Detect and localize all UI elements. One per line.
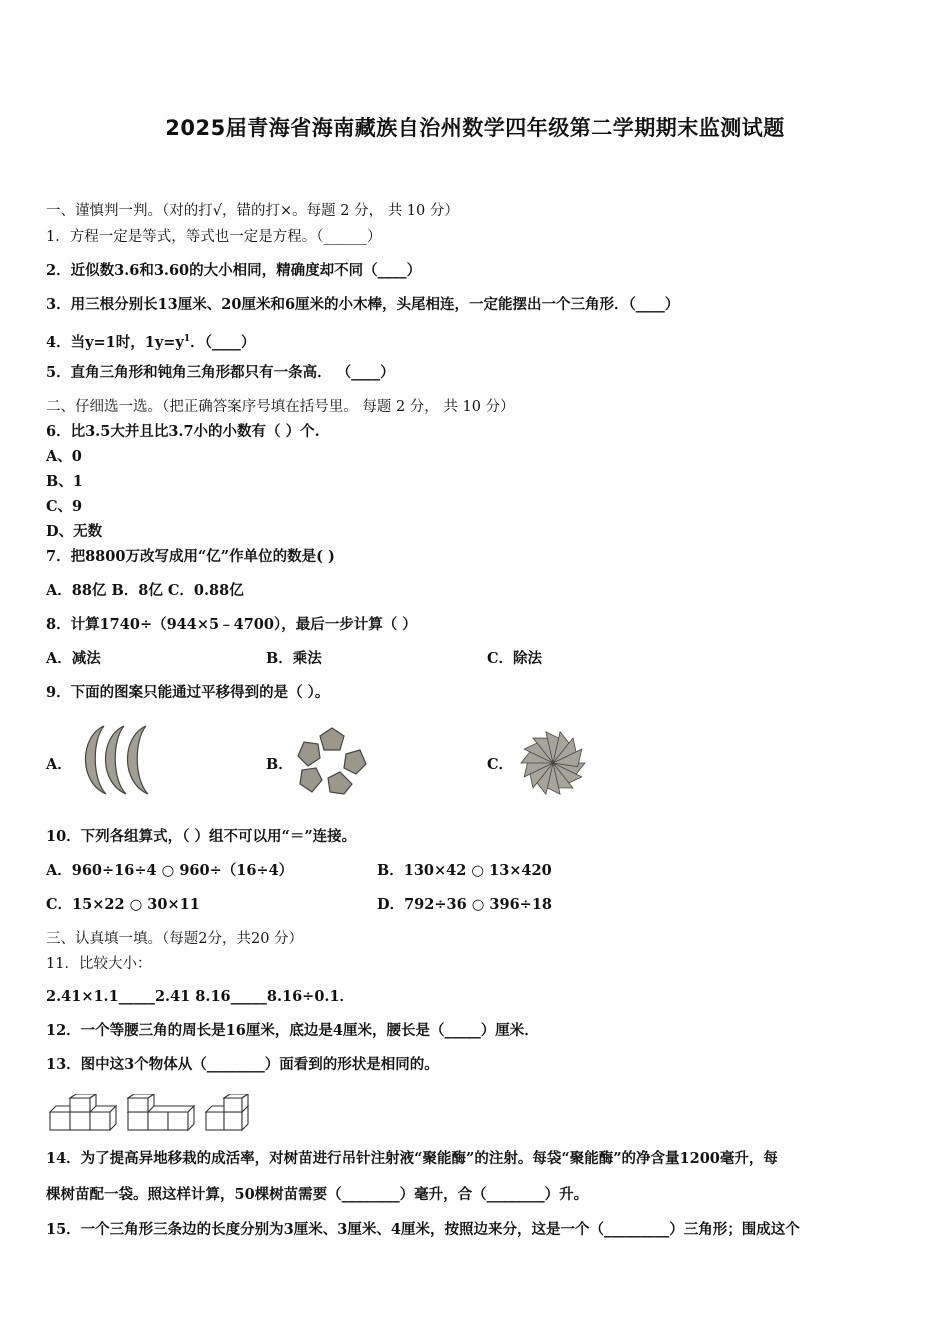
question-7: 7．把8800万改写成用“亿”作单位的数是( ): [46, 548, 335, 565]
question-6: 6．比3.5大并且比3.7小的小数有（ ）个.: [46, 423, 320, 440]
pentagon-3: [328, 772, 352, 794]
question-11: 11．比较大小：: [46, 956, 152, 972]
question-2: 2．近似数3.6和3.60的大小相同，精确度却不同（____）: [46, 262, 422, 279]
section1-heading: 一、谨慎判一判。（对的打√，错的打×。每题 2 分， 共 10 分）: [46, 203, 459, 219]
q10-option-d: D．792÷36 ○ 396÷18: [377, 896, 553, 913]
question-5: 5．直角三角形和钝角三角形都只有一条高． （____）: [46, 364, 395, 381]
question-4-text: 4．当y=1时，1y=y: [46, 333, 184, 351]
q8-option-a: A．减法: [46, 650, 101, 667]
pentagon-ring-figure: [296, 726, 368, 796]
q6-option-a: A、0: [46, 448, 82, 465]
question-3: 3．用三根分别长13厘米、20厘米和6厘米的小木棒，头尾相连，一定能摆出一个三角形．（____）: [46, 296, 680, 313]
q6-option-d: D、无数: [46, 523, 103, 540]
q8-option-c: C．除法: [487, 650, 543, 667]
question-4-exponent: 1: [183, 334, 191, 344]
crescent-2: [106, 726, 127, 794]
crescent-1: [86, 726, 107, 794]
question-4: [46, 329, 255, 353]
q8-option-b: B．乘法: [266, 650, 322, 667]
cube-object-3: [206, 1094, 248, 1130]
question-9: 9．下面的图案只能通过平移得到的是（ ）。: [46, 684, 330, 701]
q9-option-b: B．: [266, 756, 293, 773]
q10-option-c: C．15×22 ○ 30×11: [46, 896, 200, 913]
q6-option-b: B、1: [46, 473, 83, 490]
pentagon-1: [320, 728, 344, 750]
section3-heading: 三、认真填一填。（每题2分，共20 分）: [46, 931, 304, 947]
question-8: 8．计算1740÷（944×5﹣4700），最后一步计算（ ）: [46, 616, 417, 633]
q9-option-c: C．: [487, 756, 514, 773]
section2-heading: 二、仔细选一选。（把正确答案序号填在括号里。 每题 2 分， 共 10 分）: [46, 399, 515, 415]
pentagon-5: [298, 742, 320, 766]
q6-option-c: C、9: [46, 498, 83, 515]
question-10: 10．下列各组算式，（ ）组不可以用“＝”连接。: [46, 828, 357, 845]
cube-object-1: [50, 1094, 116, 1130]
cube-object-2: [128, 1094, 194, 1130]
q10-option-b: B．130×42 ○ 13×420: [377, 862, 552, 879]
cube-objects-figure: [46, 1094, 251, 1134]
pentagon-2: [344, 750, 366, 774]
question-12: 12．一个等腰三角的周长是16厘米，底边是4厘米，腰长是（_____）厘米．: [46, 1022, 539, 1039]
question-1: 1．方程一定是等式，等式也一定是方程。（______）: [46, 229, 382, 245]
page-title: 2025届青海省海南藏族自治州数学四年级第二学期期末监测试题: [165, 116, 785, 140]
q7-options: A．88亿 B．8亿 C．0.88亿: [46, 582, 244, 599]
question-4-blank: ．（____）: [190, 333, 256, 351]
question-14-line-2: 棵树苗配一袋。照这样计算，50棵树苗需要（________）毫升，合（________）升。: [46, 1186, 589, 1203]
question-14-line-1: 14．为了提高异地移栽的成活率，对树苗进行吊针注射液“聚能酶”的注射。每袋“聚能酶”的净含量1200毫升，每: [46, 1150, 778, 1167]
question-13: 13．图中这3个物体从（________）面看到的形状是相同的。: [46, 1056, 439, 1073]
crescent-moons-figure: [72, 722, 158, 798]
crescent-3: [128, 726, 149, 794]
q10-option-a: A．960÷16÷4 ○ 960÷（16÷4）: [46, 862, 294, 879]
question-15-line-1: 15．一个三角形三条边的长度分别为3厘米、3厘米、4厘米，按照边来分，这是一个（_________）三角形；围成这个: [46, 1221, 800, 1238]
pinwheel-figure: [516, 728, 590, 798]
question-11-line: 2.41×1.1_____2.41 8.16_____8.16÷0.1．: [46, 988, 355, 1005]
pentagon-4: [300, 768, 322, 792]
q9-option-a: A．: [46, 756, 72, 773]
